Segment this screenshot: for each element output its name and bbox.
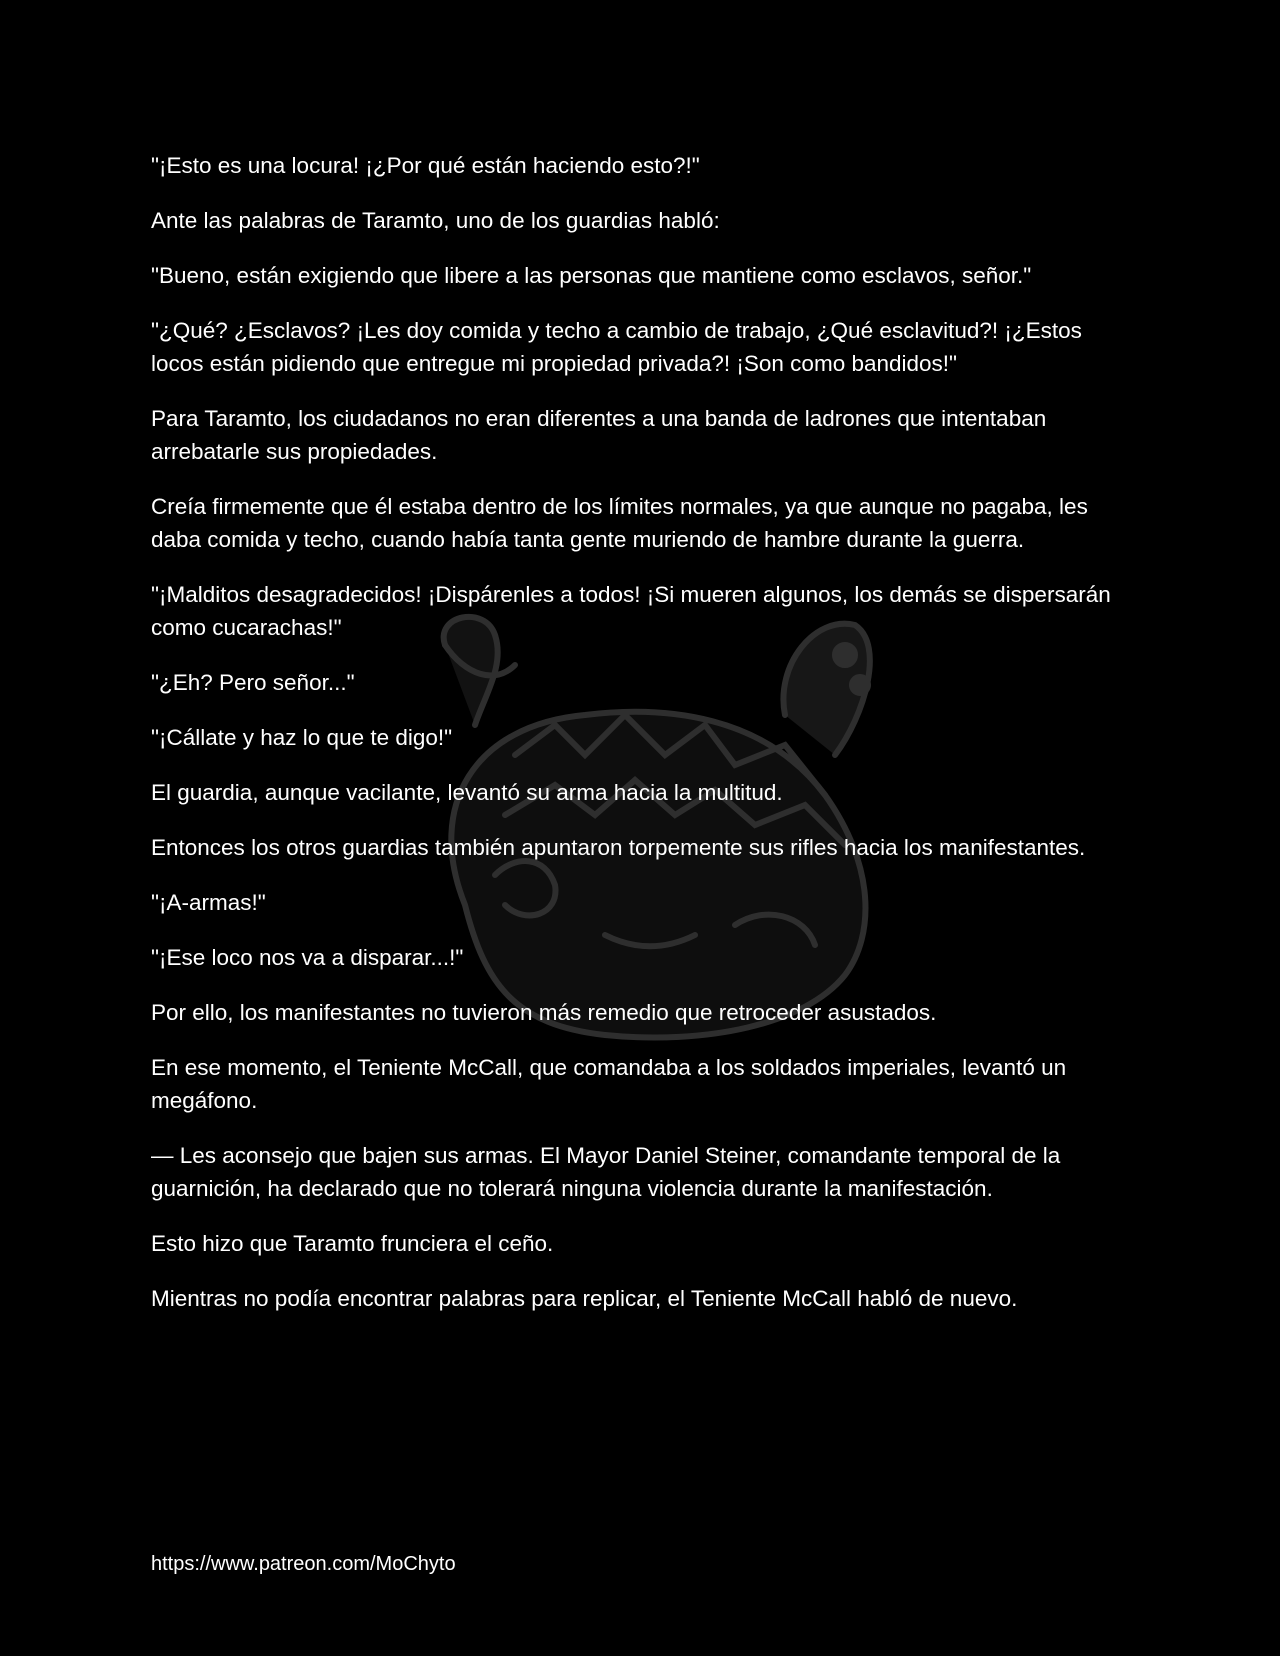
- story-text: [151, 149, 1136, 1337]
- paragraph: "¿Eh? Pero señor...": [151, 670, 355, 695]
- patreon-link[interactable]: https://www.patreon.com/MoChyto: [151, 1553, 456, 1575]
- paragraph: "¡Esto es una locura! ¡¿Por qué están haciendo esto?!": [151, 153, 700, 178]
- paragraph: "¡Cállate y haz lo que te digo!": [151, 725, 453, 750]
- paragraph: Esto hizo que Taramto frunciera el ceño.: [151, 1231, 554, 1256]
- paragraph: Para Taramto, los ciudadanos no eran diferentes a una banda de ladrones que intentaban arrebatarle sus propiedades.: [151, 406, 1047, 464]
- paragraph: En ese momento, el Teniente McCall, que comandaba a los soldados imperiales, levantó un megáfono.: [151, 1055, 1067, 1113]
- paragraph: "¡A-armas!": [151, 890, 266, 915]
- paragraph: El guardia, aunque vacilante, levantó su arma hacia la multitud.: [151, 780, 783, 805]
- paragraph: "¿Qué? ¿Esclavos? ¡Les doy comida y techo a cambio de trabajo, ¿Qué esclavitud?! ¡¿Estos locos están pidiendo que entregue mi propiedad privada?! ¡Son como bandidos!": [151, 318, 1082, 376]
- paragraph: Ante las palabras de Taramto, uno de los guardias habló:: [151, 208, 720, 233]
- paragraph: Mientras no podía encontrar palabras para replicar, el Teniente McCall habló de nuevo.: [151, 1286, 1018, 1311]
- paragraph: Por ello, los manifestantes no tuvieron más remedio que retroceder asustados.: [151, 1000, 937, 1025]
- paragraph: "¡Malditos desagradecidos! ¡Dispárenles a todos! ¡Si mueren algunos, los demás se dispersarán como cucarachas!": [151, 582, 1111, 640]
- paragraph: "¡Ese loco nos va a disparar...!": [151, 945, 464, 970]
- paragraph: "Bueno, están exigiendo que libere a las personas que mantiene como esclavos, señor.": [151, 263, 1032, 288]
- paragraph: Creía firmemente que él estaba dentro de los límites normales, ya que aunque no pagaba, les daba comida y techo, cuando había tanta gente muriendo de hambre durante la guerra.: [151, 494, 1088, 552]
- paragraph: — Les aconsejo que bajen sus armas. El Mayor Daniel Steiner, comandante temporal de la guarnición, ha declarado que no tolerará ninguna violencia durante la manifestación.: [151, 1143, 1061, 1201]
- paragraph: Entonces los otros guardias también apuntaron torpemente sus rifles hacia los manifestantes.: [151, 835, 1086, 860]
